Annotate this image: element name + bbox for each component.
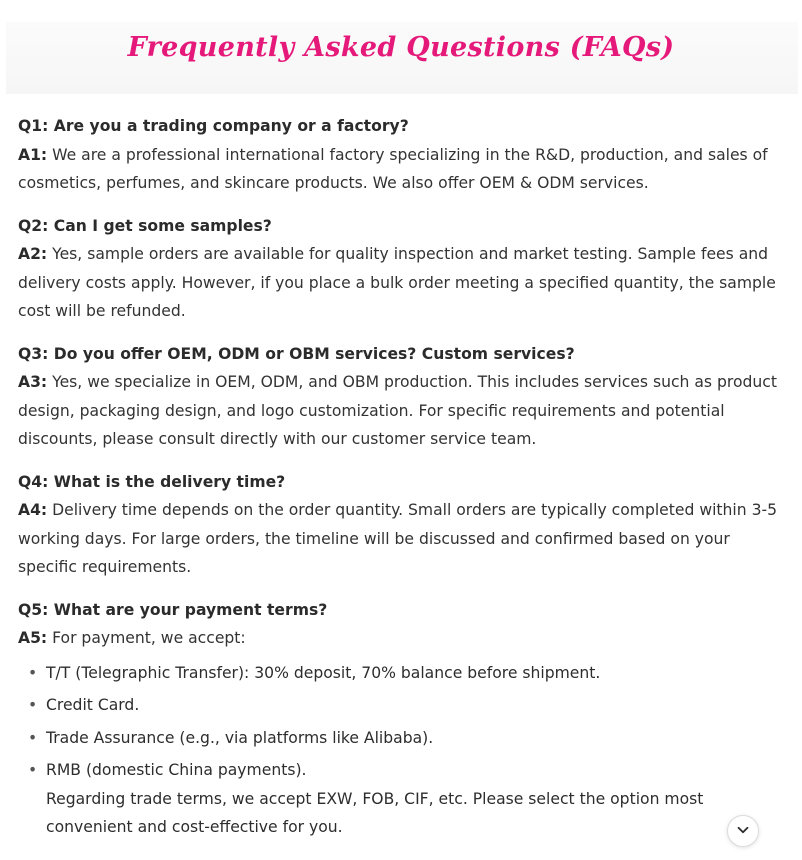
page-title: Frequently Asked Questions (FAQs) <box>127 32 675 63</box>
answer-label: A4: <box>18 501 48 519</box>
payment-methods-list <box>18 659 780 842</box>
chevron-down-icon <box>736 822 750 841</box>
bullet-icon: • <box>28 728 38 747</box>
faq-item-q1 <box>18 112 780 198</box>
list-item-text: Trade Assurance (e.g., via platforms like Alibaba). <box>46 728 434 747</box>
list-item <box>28 724 780 753</box>
answer-label: A1: <box>18 145 48 164</box>
answer <box>18 141 780 198</box>
faq-item-q2 <box>18 212 780 326</box>
answer-text: For payment, we accept: <box>47 629 246 647</box>
answer <box>18 496 780 582</box>
answer-label: A3: <box>18 373 48 391</box>
question-text: Q2: Can I get some samples? <box>18 216 272 235</box>
list-item-text: Credit Card. <box>46 696 140 714</box>
question-text: Q5: What are your payment terms? <box>18 600 328 619</box>
answer-label: A2: <box>18 245 48 263</box>
faq-item-q5 <box>18 596 780 842</box>
bullet-icon: • <box>28 663 38 682</box>
faq-item-q3 <box>18 340 780 454</box>
answer-text: Yes, sample orders are available for quality inspection and market testing. Sample fees and delivery costs apply. However, if you place a bulk order meeting a specified quantity, the sample cost will be refunded. <box>18 245 776 320</box>
list-item-text: RMB (domestic China payments). <box>46 761 307 779</box>
question-text: Q1: Are you a trading company or a factory? <box>18 117 409 135</box>
question-text: Q3: Do you offer OEM, ODM or OBM services? Custom services? <box>18 344 575 363</box>
bullet-icon: • <box>28 761 38 779</box>
answer <box>18 624 780 653</box>
question-text: Q4: What is the delivery time? <box>18 472 286 491</box>
list-item <box>28 691 780 720</box>
answer <box>18 368 780 454</box>
faq-item-q4 <box>18 468 780 582</box>
trade-terms-note: Regarding trade terms, we accept EXW, FOB, CIF, etc. Please select the option most convenient and cost-effective for you. <box>46 789 704 836</box>
answer-text: Yes, we specialize in OEM, ODM, and OBM production. This includes services such as product design, packaging design, and logo customization. For specific requirements and potential discounts, please consult directly with our customer service team. <box>18 373 777 448</box>
scroll-down-button[interactable] <box>727 815 759 847</box>
faq-list <box>18 112 780 856</box>
list-item <box>28 756 780 842</box>
list-item <box>28 659 780 688</box>
list-item-text: T/T (Telegraphic Transfer): 30% deposit, 70% balance before shipment. <box>46 663 601 682</box>
answer <box>18 240 780 326</box>
answer-text: Delivery time depends on the order quantity. Small orders are typically completed within 3-5 working days. For large orders, the timeline will be discussed and confirmed based on your specific requirements. <box>18 501 778 576</box>
bullet-icon: • <box>28 696 38 714</box>
answer-text: We are a professional international factory specializing in the R&D, production, and sales of cosmetics, perfumes, and skincare products. We also offer OEM & ODM services. <box>18 145 768 192</box>
answer-label: A5: <box>18 629 48 647</box>
